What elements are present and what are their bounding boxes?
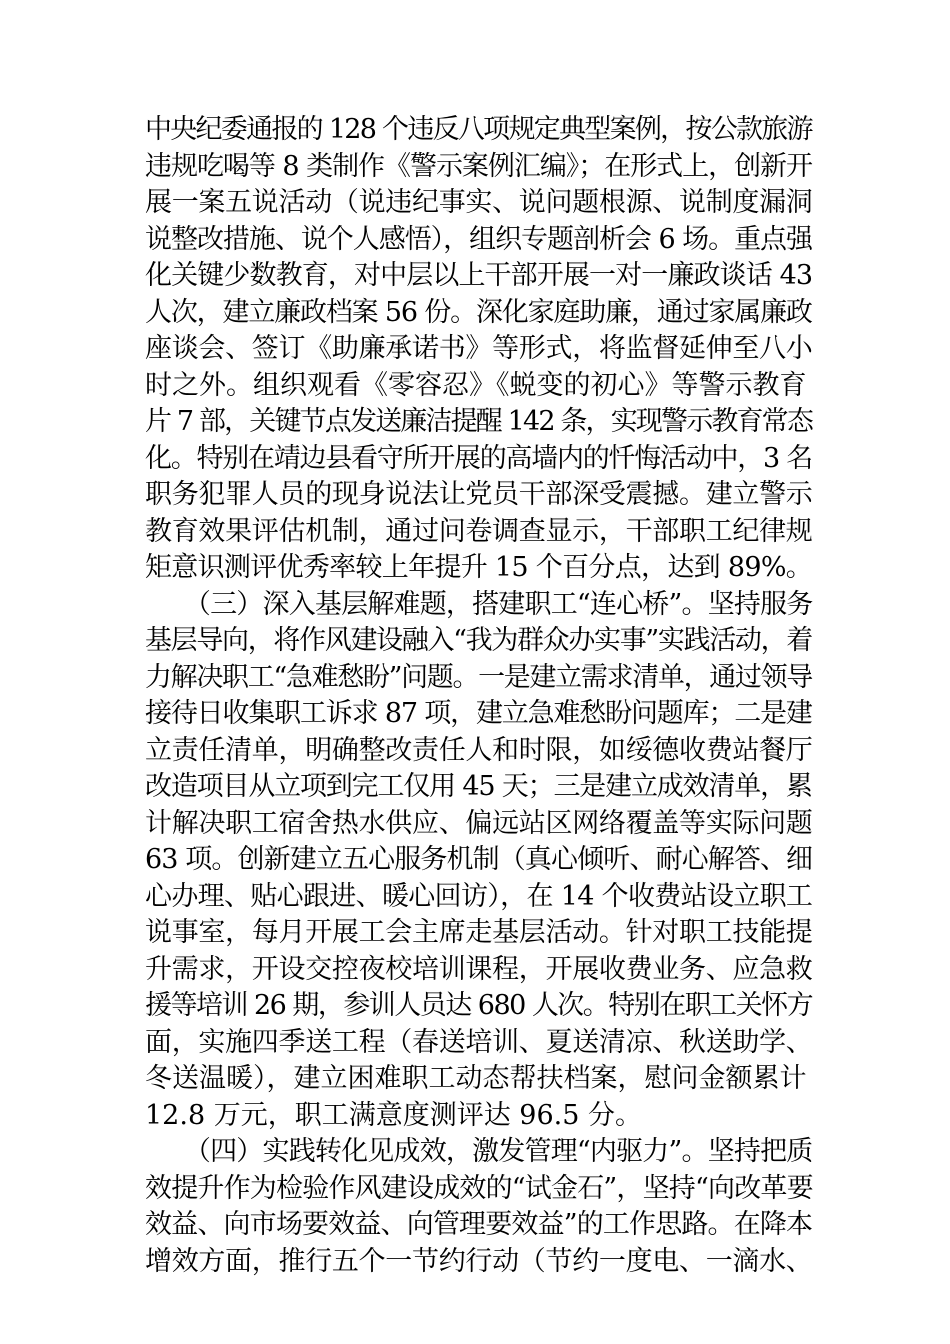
text-line: 改造项目从立项到完工仅用 45 天；三是建立成效清单，累 <box>145 771 812 802</box>
text-line: 人次，建立廉政档案 56 份。深化家庭助廉，通过家属廉政 <box>145 296 812 328</box>
text-line: 冬送温暖），建立困难职工动态帮扶档案，慰问金额累计 <box>145 1063 807 1094</box>
text-line: 63 项。创新建立五心服务机制（真心倾听、耐心解答、细 <box>145 844 813 875</box>
text-line: 援等培训 26 期，参训人员达 680 人次。特别在职工关怀方 <box>145 990 813 1021</box>
text-line: 中央纪委通报的 128 个违反八项规定典型案例，按公款旅游 <box>145 114 812 145</box>
text-line: 说事室，每月开展工会主席走基层活动。针对职工技能提 <box>145 917 813 948</box>
text-line: 化关键少数教育，对中层以上干部开展一对一廉政谈话 43 <box>145 260 813 291</box>
text-line: 效提升作为检验作风建设成效的“试金石”，坚持“向改革要 <box>145 1172 813 1204</box>
text-line: 展一案五说活动（说违纪事实、说问题根源、说制度漏洞 <box>145 187 813 218</box>
text-line: 职务犯罪人员的现身说法让党员干部深受震撼。建立警示 <box>145 479 813 510</box>
section-heading-line: （四）实践转化见成效，激发管理“内驱力”。坚持把质 <box>145 1136 813 1167</box>
text-line: 增效方面，推行五个一节约行动（节约一度电、一滴水、 <box>145 1245 813 1277</box>
text-line: 片 7 部，关键节点发送廉洁提醒 142 条，实现警示教育常态 <box>145 406 813 437</box>
text-line: 力解决职工“急难愁盼”问题。一是建立需求清单，通过领导 <box>145 661 812 693</box>
section-heading-line: （三）深入基层解难题，搭建职工“连心桥”。坚持服务 <box>145 588 813 620</box>
text-line: 化。特别在靖边县看守所开展的高墙内的忏悔活动中，3 名 <box>145 442 813 474</box>
body-text <box>145 112 815 1280</box>
text-line: 说整改措施、说个人感悟），组织专题剖析会 6 场。重点强 <box>145 223 813 255</box>
text-line: 效益、向市场要效益、向管理要效益”的工作思路。在降本 <box>145 1209 813 1240</box>
text-line: 教育效果评估机制，通过问卷调查显示，干部职工纪律规 <box>145 515 813 547</box>
text-line: 违规吃喝等 8 类制作《警示案例汇编》；在形式上，创新开 <box>145 150 813 182</box>
text-line: 矩意识测评优秀率较上年提升 15 个百分点，达到 89%。 <box>145 552 813 583</box>
text-line: 升需求，开设交控夜校培训课程，开展收费业务、应急救 <box>145 953 813 985</box>
text-line: 基层导向，将作风建设融入“我为群众办实事”实践活动，着 <box>145 625 812 656</box>
text-line: 时之外。组织观看《零容忍》《蜕变的初心》等警示教育 <box>145 369 807 401</box>
text-line: 接待日收集职工诉求 87 项，建立急难愁盼问题库；二是建 <box>145 698 812 729</box>
text-line: 立责任清单，明确整改责任人和时限，如绥德收费站餐厅 <box>145 734 813 766</box>
text-line: 面，实施四季送工程（春送培训、夏送清凉、秋送助学、 <box>145 1026 813 1058</box>
text-line: 座谈会、签订《助廉承诺书》等形式，将监督延伸至八小 <box>145 333 813 364</box>
text-line: 计解决职工宿舍热水供应、偏远站区网络覆盖等实际问题 <box>145 807 813 839</box>
text-line: 心办理、贴心跟进、暖心回访），在 14 个收费站设立职工 <box>145 880 813 912</box>
text-line: 12.8 万元，职工满意度测评达 96.5 分。 <box>145 1099 642 1131</box>
